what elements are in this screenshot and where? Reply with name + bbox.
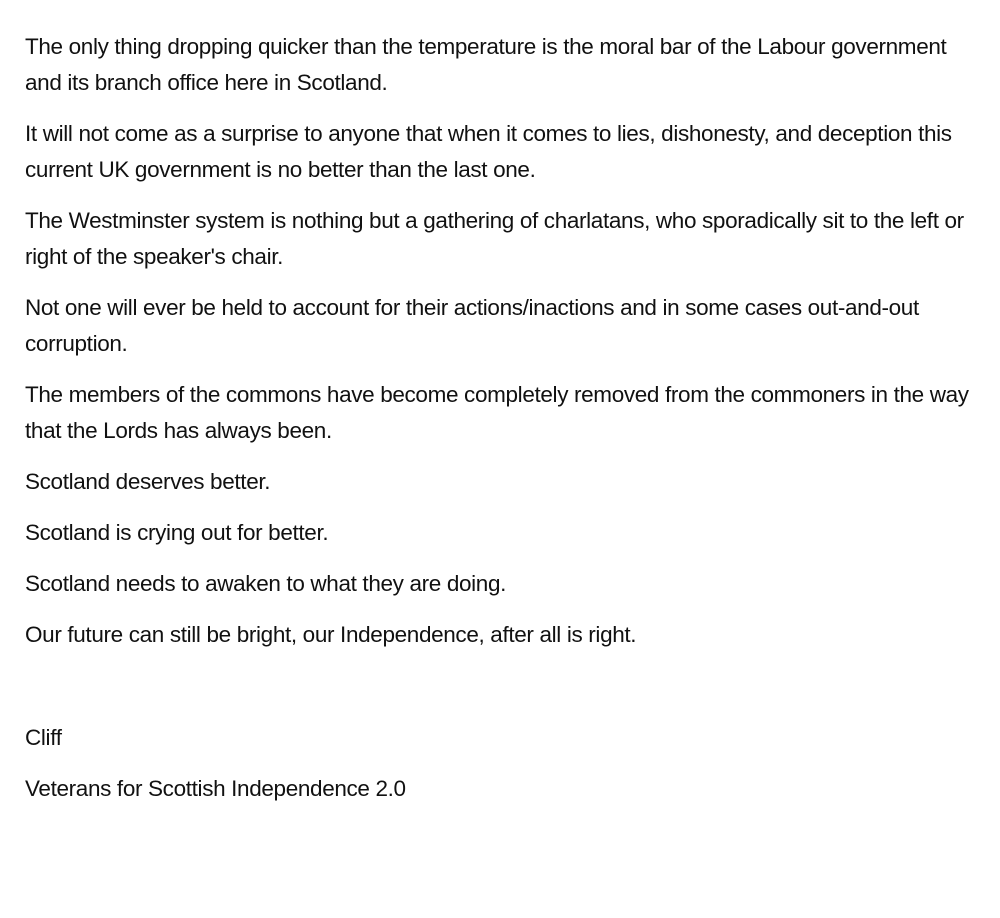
letter-body [25, 29, 975, 822]
paragraph-8: Scotland needs to awaken to what they are doing. [25, 571, 507, 596]
paragraph-9: Our future can still be bright, our Independence, after all is right. [25, 622, 637, 647]
signature-name: Cliff [25, 725, 62, 750]
paragraph-1: The only thing dropping quicker than the temperature is the moral bar of the Labour government and its branch office here in Scotland. [25, 34, 947, 95]
signature-organization: Veterans for Scottish Independence 2.0 [25, 776, 406, 801]
paragraph-3: The Westminster system is nothing but a gathering of charlatans, who sporadically sit to the left or right of the speaker's chair. [25, 208, 964, 269]
signature-spacer [25, 668, 975, 720]
paragraph-2: It will not come as a surprise to anyone that when it comes to lies, dishonesty, and deception this current UK government is no better than the last one. [25, 121, 952, 182]
paragraph-6: Scotland deserves better. [25, 469, 271, 494]
paragraph-7: Scotland is crying out for better. [25, 520, 329, 545]
paragraph-5: The members of the commons have become completely removed from the commoners in the way that the Lords has always been. [25, 382, 969, 443]
paragraph-4: Not one will ever be held to account for their actions/inactions and in some cases out-and-out corruption. [25, 295, 919, 356]
